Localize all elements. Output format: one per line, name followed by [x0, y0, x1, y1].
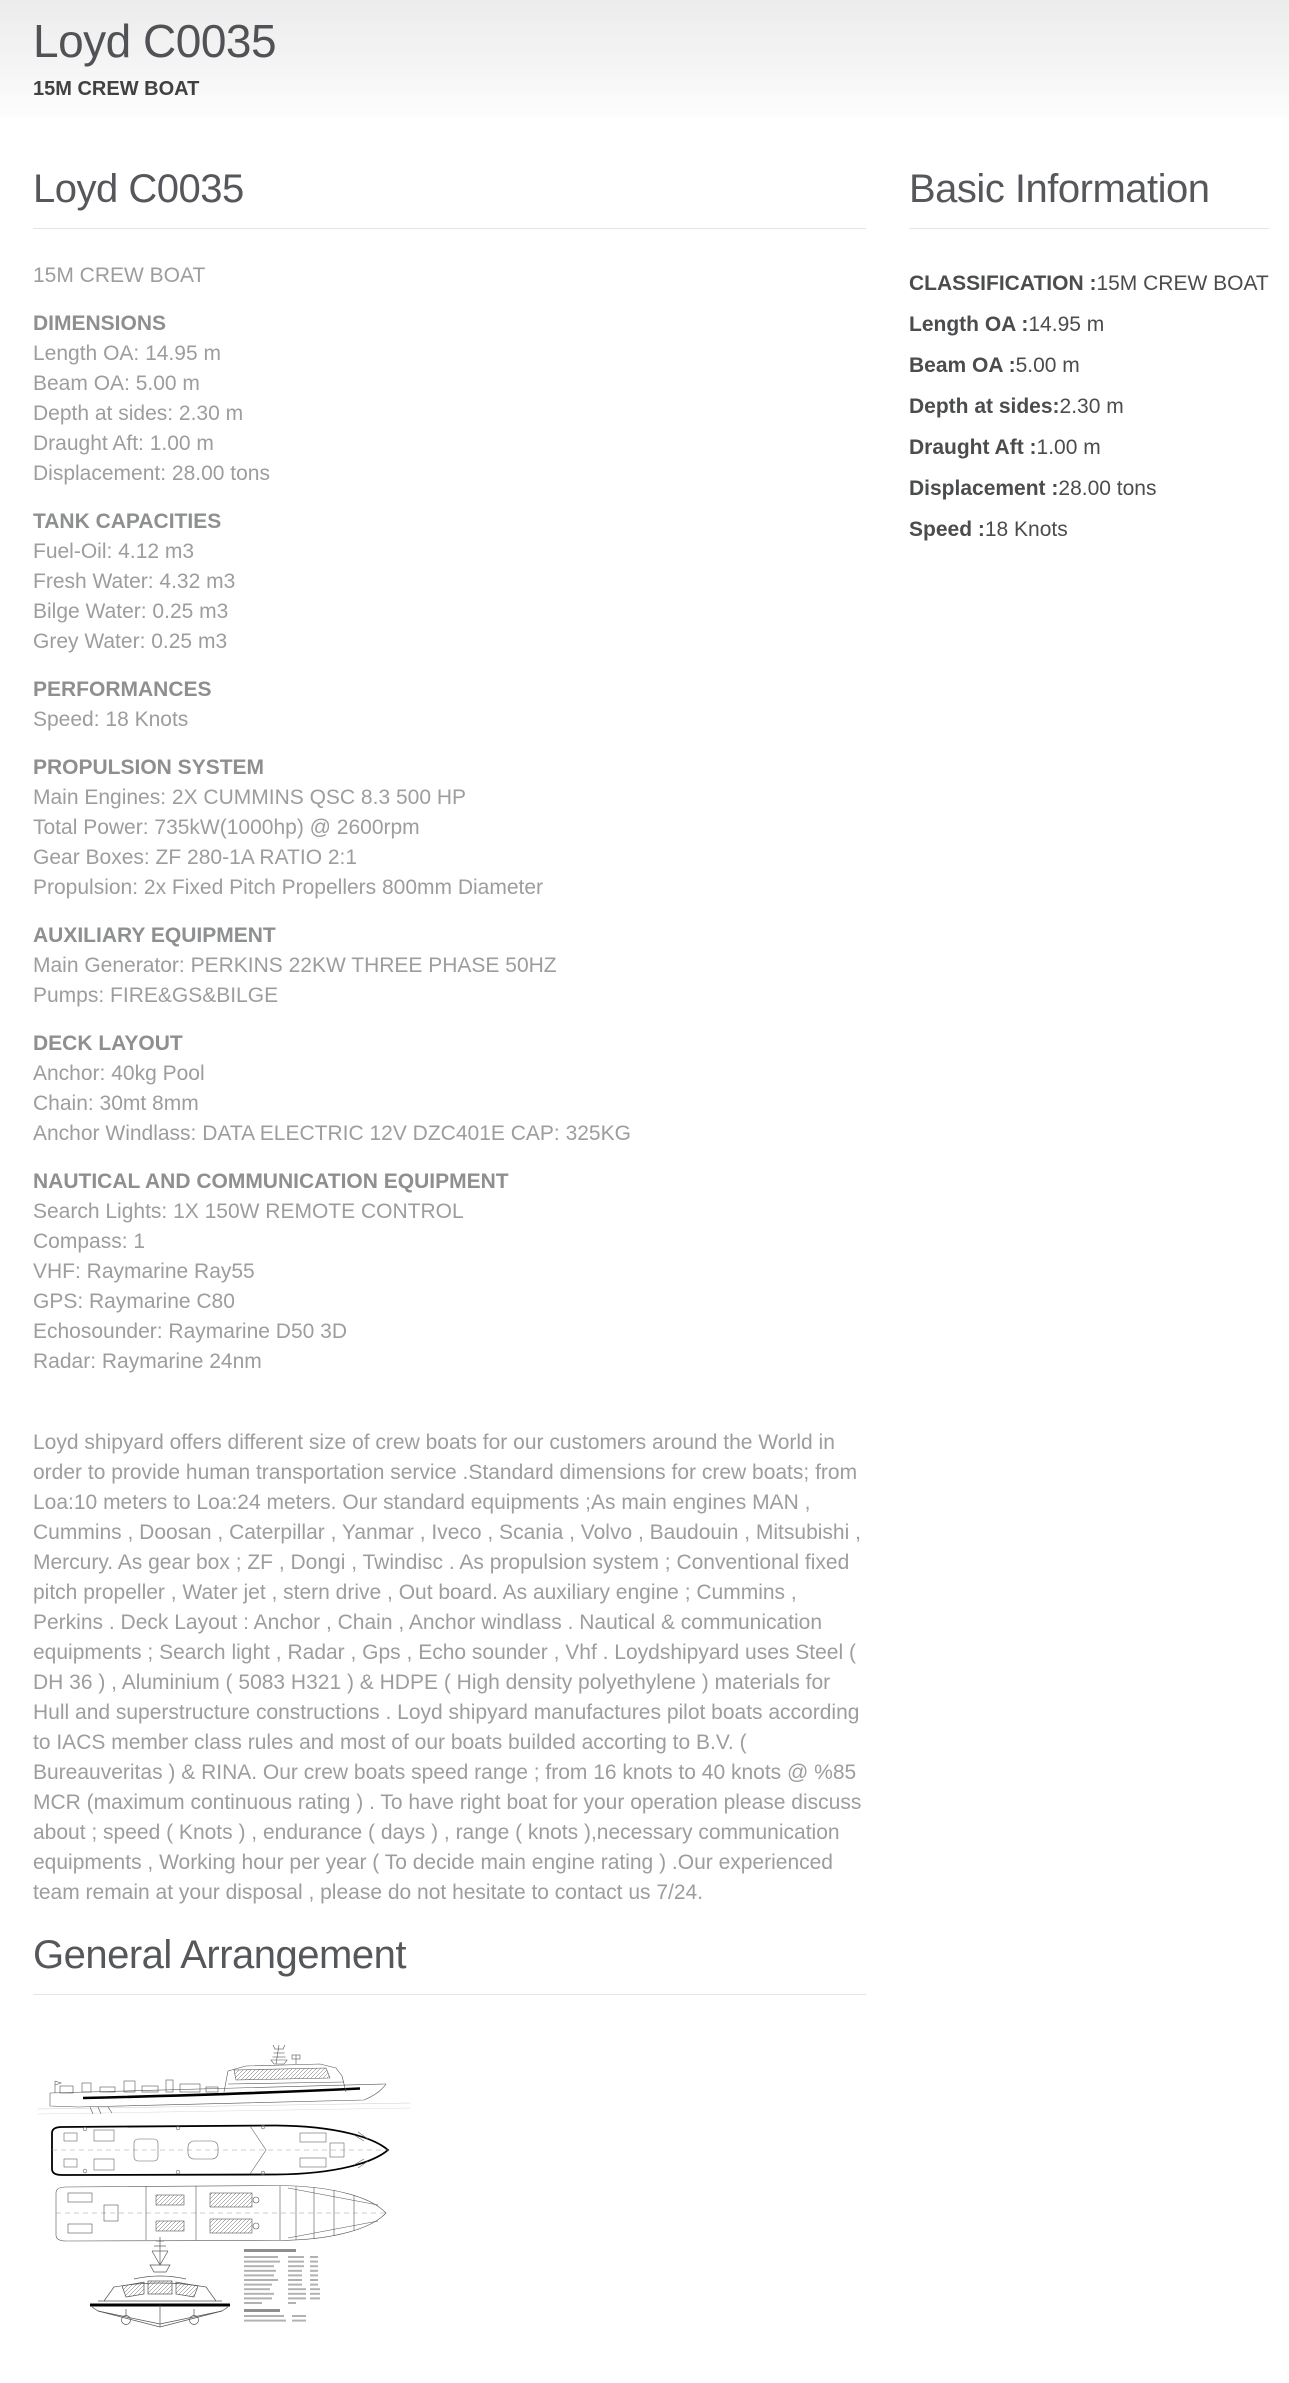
spec-section-heading: PERFORMANCES	[33, 678, 212, 701]
spec-line: Fresh Water: 4.32 m3	[33, 570, 236, 593]
spec-line: Length OA: 14.95 m	[33, 342, 221, 365]
info-row	[909, 433, 1269, 463]
info-value: 18 Knots	[984, 518, 1068, 541]
page-subtitle: 15M CREW BOAT	[33, 78, 200, 100]
spec-line: Main Engines: 2X CUMMINS QSC 8.3 500 HP	[33, 786, 467, 809]
info-label: Beam OA :	[909, 354, 1016, 377]
spec-section-heading: DECK LAYOUT	[33, 1032, 183, 1055]
basic-information-panel	[909, 118, 1269, 556]
spec-line: Search Lights: 1X 150W REMOTE CONTROL	[33, 1200, 464, 1223]
spec-line: Speed: 18 Knots	[33, 708, 189, 731]
info-row	[909, 269, 1269, 299]
spec-line: Total Power: 735kW(1000hp) @ 2600rpm	[33, 816, 420, 839]
spec-section	[33, 1029, 866, 1149]
info-label: Length OA :	[909, 313, 1029, 336]
side-profile-view	[38, 2045, 410, 2114]
spec-line: Bilge Water: 0.25 m3	[33, 600, 229, 623]
info-value: 28.00 tons	[1058, 477, 1157, 500]
description-paragraph: Loyd shipyard offers different size of crew boats for our customers around the World in order to provide human transportation service .Standard dimensions for crew boats; from Loa:10 meters to Loa:24 meters. Our standard equipments ;As main engines MAN , Cummins , Doosan , Caterpillar , Yanmar , Iveco , Scania , Volvo , Baudouin , Mitsubishi , Mercury. As gear box ; ZF , Dongi , Twindisc . As propulsion system ; Conventional fixed pitch propeller , Water jet , stern drive , Out board. As auxiliary engine ; Cummins , Perkins . Deck Layout : Anchor , Chain , Anchor windlass . Nautical & communication equipments ; Search light , Radar , Gps , Echo sounder , Vhf . Loydshipyard uses Steel ( DH 36 ) , Aluminium ( 5083 H321 ) & HDPE ( High density polyethylene ) materials for Hull and superstructure constructions . Loyd shipyard manufactures pilot boats according to IACS member class rules and most of our boats builded accorting to B.V. ( Bureauveritas ) & RINA. Our crew boats speed range ; from 16 knots to 40 knots @ %85 MCR (maximum continuous rating ) . To have right boat for your operation please discuss about ; speed ( Knots ) , endurance ( days ) , range ( knots ),necessary communication equipments , Working hour per year ( To decide main engine rating ) .Our experienced team remain at your disposal , please do not hesitate to contact us 7/24.	[33, 1431, 862, 1904]
spec-section	[33, 309, 866, 489]
info-label: Draught Aft :	[909, 436, 1037, 459]
info-value: 14.95 m	[1028, 313, 1105, 336]
spec-section	[33, 507, 866, 657]
divider	[33, 228, 866, 229]
main-deck-plan-view	[52, 2125, 388, 2175]
spec-section-lines	[33, 1197, 866, 1377]
spec-section-lines	[33, 339, 866, 489]
divider	[909, 228, 1269, 229]
info-value: 1.00 m	[1036, 436, 1101, 459]
spec-line: Draught Aft: 1.00 m	[33, 432, 214, 455]
info-label: Depth at sides:	[909, 395, 1060, 418]
info-row	[909, 392, 1269, 422]
basic-information-title: Basic Information	[909, 167, 1210, 211]
spec-line: Fuel-Oil: 4.12 m3	[33, 540, 195, 563]
spec-section-heading: PROPULSION SYSTEM	[33, 756, 265, 779]
basic-information-rows	[909, 269, 1269, 545]
spec-line: Compass: 1	[33, 1230, 146, 1253]
spec-line: Chain: 30mt 8mm	[33, 1092, 199, 1115]
info-row	[909, 515, 1269, 545]
spec-line: Grey Water: 0.25 m3	[33, 630, 228, 653]
main-column	[33, 118, 866, 2335]
spec-line: Beam OA: 5.00 m	[33, 372, 200, 395]
boat-technical-drawing-image	[38, 2043, 410, 2330]
spec-section-lines	[33, 951, 866, 1011]
spec-line: Anchor: 40kg Pool	[33, 1062, 205, 1085]
page-header	[0, 0, 1289, 118]
info-label: Speed :	[909, 518, 985, 541]
spec-section-heading: DIMENSIONS	[33, 312, 167, 335]
spec-section-lines	[33, 1059, 866, 1149]
content	[0, 118, 1289, 2335]
info-row	[909, 474, 1269, 504]
spec-line: Anchor Windlass: DATA ELECTRIC 12V DZC401E CAP: 325KG	[33, 1122, 631, 1145]
spec-sections	[33, 309, 866, 1377]
main-title: Loyd C0035	[33, 167, 244, 211]
spec-section-lines	[33, 783, 866, 903]
spec-line: Propulsion: 2x Fixed Pitch Propellers 800mm Diameter	[33, 876, 544, 899]
divider	[33, 1994, 866, 1995]
boat-type-text: 15M CREW BOAT	[33, 264, 206, 287]
page-title: Loyd C0035	[33, 15, 277, 67]
spec-section	[33, 921, 866, 1011]
spec-line: Gear Boxes: ZF 280-1A RATIO 2:1	[33, 846, 358, 869]
info-value: 5.00 m	[1015, 354, 1080, 377]
spec-section-lines	[33, 705, 866, 735]
spec-line: Depth at sides: 2.30 m	[33, 402, 244, 425]
spec-section	[33, 1167, 866, 1377]
spec-section-lines	[33, 537, 866, 657]
spec-line: GPS: Raymarine C80	[33, 1290, 235, 1313]
info-value: 2.30 m	[1059, 395, 1124, 418]
spec-section-heading: NAUTICAL AND COMMUNICATION EQUIPMENT	[33, 1170, 509, 1193]
info-label: Displacement :	[909, 477, 1059, 500]
spec-section	[33, 753, 866, 903]
info-value: 15M CREW BOAT	[1096, 272, 1269, 295]
info-row	[909, 351, 1269, 381]
general-arrangement-title: General Arrangement	[33, 1933, 406, 1977]
info-label: CLASSIFICATION :	[909, 272, 1097, 295]
main-particulars-table	[244, 2249, 320, 2322]
info-row	[909, 310, 1269, 340]
spec-line: Radar: Raymarine 24nm	[33, 1350, 262, 1373]
spec-line: Pumps: FIRE&GS&BILGE	[33, 984, 279, 1007]
spec-section	[33, 675, 866, 735]
general-arrangement-figure[interactable]	[38, 2043, 410, 2335]
spec-line: Echosounder: Raymarine D50 3D	[33, 1320, 347, 1343]
spec-section-heading: TANK CAPACITIES	[33, 510, 222, 533]
lower-deck-plan-view	[56, 2186, 386, 2242]
spec-line: Main Generator: PERKINS 22KW THREE PHASE 50HZ	[33, 954, 557, 977]
bow-front-view	[90, 2237, 230, 2327]
spec-section-heading: AUXILIARY EQUIPMENT	[33, 924, 276, 947]
spec-line: Displacement: 28.00 tons	[33, 462, 270, 485]
spec-line: VHF: Raymarine Ray55	[33, 1260, 255, 1283]
